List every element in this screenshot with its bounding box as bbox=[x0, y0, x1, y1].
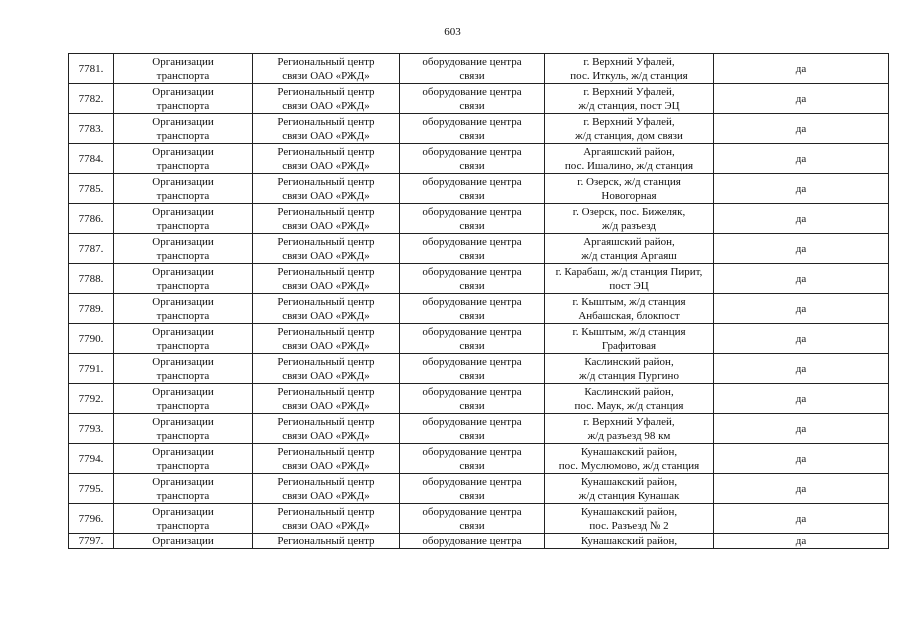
owner-cell bbox=[253, 54, 400, 84]
object-line: связи bbox=[459, 99, 485, 112]
organization-type-line: транспорта bbox=[156, 429, 210, 442]
organization-type-cell bbox=[114, 354, 253, 384]
row-number-cell: 7786. bbox=[69, 204, 114, 234]
organization-type-cell bbox=[114, 294, 253, 324]
owner-line: связи ОАО «РЖД» bbox=[282, 279, 370, 292]
table-row bbox=[69, 174, 889, 204]
owner-line: связи ОАО «РЖД» bbox=[282, 429, 370, 442]
owner-cell bbox=[253, 474, 400, 504]
row-number-cell: 7790. bbox=[69, 324, 114, 354]
flag-cell: да bbox=[714, 264, 889, 294]
owner-line: Региональный центр bbox=[277, 475, 375, 488]
organization-type-cell bbox=[114, 84, 253, 114]
object-cell bbox=[400, 234, 545, 264]
organization-type-cell bbox=[114, 534, 253, 549]
owner-line: Региональный центр bbox=[277, 235, 375, 248]
owner-line: Региональный центр bbox=[277, 295, 375, 308]
row-number-cell: 7783. bbox=[69, 114, 114, 144]
row-number-cell: 7797. bbox=[69, 534, 114, 549]
address-line: ж/д разъезд 98 км bbox=[587, 429, 671, 442]
organization-type-line: транспорта bbox=[156, 519, 210, 532]
object-cell bbox=[400, 534, 545, 549]
flag-cell: да bbox=[714, 384, 889, 414]
owner-line: связи ОАО «РЖД» bbox=[282, 519, 370, 532]
owner-cell bbox=[253, 84, 400, 114]
owner-line: связи ОАО «РЖД» bbox=[282, 159, 370, 172]
owner-line: Региональный центр bbox=[277, 385, 375, 398]
address-line: Кунашакский район, bbox=[580, 505, 678, 518]
organization-type-line: транспорта bbox=[156, 399, 210, 412]
owner-cell bbox=[253, 294, 400, 324]
table-row bbox=[69, 264, 889, 294]
object-line: связи bbox=[459, 159, 485, 172]
address-line: г. Верхний Уфалей, bbox=[583, 85, 675, 98]
address-cell bbox=[545, 534, 714, 549]
row-number-cell: 7788. bbox=[69, 264, 114, 294]
owner-line: Региональный центр bbox=[277, 145, 375, 158]
address-cell bbox=[545, 384, 714, 414]
address-cell bbox=[545, 324, 714, 354]
owner-cell bbox=[253, 444, 400, 474]
owner-line: связи ОАО «РЖД» bbox=[282, 219, 370, 232]
object-line: оборудование центра bbox=[422, 205, 522, 218]
owner-line: Региональный центр bbox=[277, 55, 375, 68]
address-line: ж/д станция, дом связи bbox=[575, 129, 683, 142]
address-line: ж/д станция Кунашак bbox=[578, 489, 680, 502]
object-line: оборудование центра bbox=[422, 385, 522, 398]
object-cell bbox=[400, 354, 545, 384]
object-cell bbox=[400, 204, 545, 234]
owner-line: связи ОАО «РЖД» bbox=[282, 489, 370, 502]
organization-type-line: транспорта bbox=[156, 309, 210, 322]
owner-cell bbox=[253, 414, 400, 444]
flag-cell: да bbox=[714, 54, 889, 84]
object-cell bbox=[400, 144, 545, 174]
organization-type-line: транспорта bbox=[156, 159, 210, 172]
owner-line: Региональный центр bbox=[277, 535, 375, 547]
owner-line: Региональный центр bbox=[277, 175, 375, 188]
owner-line: связи ОАО «РЖД» bbox=[282, 339, 370, 352]
flag-cell: да bbox=[714, 354, 889, 384]
address-line: пос. Ишалино, ж/д станция bbox=[564, 159, 694, 172]
owner-cell bbox=[253, 534, 400, 549]
address-line: Кунашакский район, bbox=[580, 445, 678, 458]
address-cell bbox=[545, 174, 714, 204]
organization-type-line: Организации bbox=[152, 535, 214, 547]
address-line: ж/д станция, пост ЭЦ bbox=[578, 99, 680, 112]
organization-type-line: Организации bbox=[152, 385, 214, 398]
object-line: связи bbox=[459, 189, 485, 202]
flag-cell: да bbox=[714, 234, 889, 264]
address-line: г. Озерск, ж/д станция bbox=[577, 175, 681, 188]
organization-type-line: транспорта bbox=[156, 279, 210, 292]
organization-type-cell bbox=[114, 414, 253, 444]
organization-type-line: Организации bbox=[152, 415, 214, 428]
object-cell bbox=[400, 414, 545, 444]
address-line: Новогорная bbox=[601, 189, 657, 202]
organization-type-line: Организации bbox=[152, 55, 214, 68]
owner-line: Региональный центр bbox=[277, 85, 375, 98]
row-number-cell: 7791. bbox=[69, 354, 114, 384]
organization-type-line: Организации bbox=[152, 235, 214, 248]
address-line: ж/д разъезд bbox=[602, 219, 656, 232]
object-line: связи bbox=[459, 399, 485, 412]
object-line: оборудование центра bbox=[422, 235, 522, 248]
address-line: г. Озерск, пос. Бижеляк, bbox=[572, 205, 686, 218]
object-cell bbox=[400, 174, 545, 204]
organization-type-line: транспорта bbox=[156, 219, 210, 232]
address-cell bbox=[545, 354, 714, 384]
organization-type-line: транспорта bbox=[156, 129, 210, 142]
address-cell bbox=[545, 234, 714, 264]
organization-type-line: транспорта bbox=[156, 369, 210, 382]
address-line: пос. Муслюмово, ж/д станция bbox=[558, 459, 700, 472]
address-cell bbox=[545, 144, 714, 174]
owner-line: связи ОАО «РЖД» bbox=[282, 189, 370, 202]
row-number-cell: 7787. bbox=[69, 234, 114, 264]
address-line: Аргаяшский район, bbox=[583, 235, 675, 248]
owner-line: Региональный центр bbox=[277, 205, 375, 218]
organization-type-cell bbox=[114, 504, 253, 534]
owner-line: Региональный центр bbox=[277, 445, 375, 458]
address-line: пос. Иткуль, ж/д станция bbox=[570, 69, 688, 82]
address-line: Кунашакский район, bbox=[580, 475, 678, 488]
row-number-cell: 7792. bbox=[69, 384, 114, 414]
object-line: связи bbox=[459, 429, 485, 442]
row-number-cell: 7796. bbox=[69, 504, 114, 534]
organization-type-line: Организации bbox=[152, 355, 214, 368]
object-line: оборудование центра bbox=[422, 55, 522, 68]
organization-type-cell bbox=[114, 144, 253, 174]
object-cell bbox=[400, 474, 545, 504]
address-cell bbox=[545, 84, 714, 114]
organization-type-line: Организации bbox=[152, 145, 214, 158]
table-row bbox=[69, 144, 889, 174]
address-line: Графитовая bbox=[601, 339, 657, 352]
table-row bbox=[69, 354, 889, 384]
address-line: пост ЭЦ bbox=[609, 279, 649, 292]
owner-cell bbox=[253, 144, 400, 174]
object-line: оборудование центра bbox=[422, 355, 522, 368]
organization-type-cell bbox=[114, 264, 253, 294]
organization-type-line: транспорта bbox=[156, 249, 210, 262]
object-line: связи bbox=[459, 129, 485, 142]
flag-cell: да bbox=[714, 324, 889, 354]
organization-type-line: Организации bbox=[152, 445, 214, 458]
object-cell bbox=[400, 114, 545, 144]
object-line: оборудование центра bbox=[422, 325, 522, 338]
organization-type-line: Организации bbox=[152, 85, 214, 98]
organization-type-line: транспорта bbox=[156, 459, 210, 472]
organization-type-line: Организации bbox=[152, 205, 214, 218]
organization-type-cell bbox=[114, 174, 253, 204]
owner-line: Региональный центр bbox=[277, 265, 375, 278]
object-line: связи bbox=[459, 279, 485, 292]
address-line: г. Верхний Уфалей, bbox=[583, 415, 675, 428]
row-number-cell: 7781. bbox=[69, 54, 114, 84]
table-row bbox=[69, 474, 889, 504]
owner-cell bbox=[253, 174, 400, 204]
row-number-cell: 7794. bbox=[69, 444, 114, 474]
object-cell bbox=[400, 384, 545, 414]
page-number: 603 bbox=[444, 26, 461, 38]
table-row bbox=[69, 234, 889, 264]
organization-type-cell bbox=[114, 474, 253, 504]
object-line: оборудование центра bbox=[422, 415, 522, 428]
address-line: Кунашакский район, bbox=[580, 535, 678, 547]
object-line: связи bbox=[459, 309, 485, 322]
organization-type-line: Организации bbox=[152, 325, 214, 338]
object-line: оборудование центра bbox=[422, 445, 522, 458]
owner-line: связи ОАО «РЖД» bbox=[282, 459, 370, 472]
object-line: связи bbox=[459, 369, 485, 382]
owner-line: Региональный центр bbox=[277, 325, 375, 338]
owner-line: связи ОАО «РЖД» bbox=[282, 369, 370, 382]
table-row bbox=[69, 114, 889, 144]
address-line: г. Верхний Уфалей, bbox=[583, 55, 675, 68]
table-row bbox=[69, 294, 889, 324]
organization-type-cell bbox=[114, 114, 253, 144]
owner-cell bbox=[253, 354, 400, 384]
address-line: Каслинский район, bbox=[584, 355, 674, 368]
address-line: г. Карабаш, ж/д станция Пирит, bbox=[555, 265, 703, 278]
owner-cell bbox=[253, 324, 400, 354]
owner-line: Региональный центр bbox=[277, 115, 375, 128]
owner-line: Региональный центр bbox=[277, 415, 375, 428]
object-line: оборудование центра bbox=[422, 475, 522, 488]
organization-type-cell bbox=[114, 324, 253, 354]
table-row bbox=[69, 504, 889, 534]
organization-type-cell bbox=[114, 204, 253, 234]
address-cell bbox=[545, 264, 714, 294]
object-cell bbox=[400, 84, 545, 114]
flag-cell: да bbox=[714, 294, 889, 324]
object-line: оборудование центра bbox=[422, 145, 522, 158]
object-line: оборудование центра bbox=[422, 115, 522, 128]
object-line: оборудование центра bbox=[422, 295, 522, 308]
row-number-cell: 7784. bbox=[69, 144, 114, 174]
table-row bbox=[69, 384, 889, 414]
object-cell bbox=[400, 294, 545, 324]
organization-type-line: транспорта bbox=[156, 189, 210, 202]
owner-line: связи ОАО «РЖД» bbox=[282, 99, 370, 112]
address-line: пос. Разъезд № 2 bbox=[589, 519, 669, 532]
row-number-cell: 7795. bbox=[69, 474, 114, 504]
table-row bbox=[69, 84, 889, 114]
object-line: связи bbox=[459, 489, 485, 502]
address-line: Аргаяшский район, bbox=[583, 145, 675, 158]
table-row bbox=[69, 204, 889, 234]
object-line: связи bbox=[459, 219, 485, 232]
owner-line: связи ОАО «РЖД» bbox=[282, 249, 370, 262]
flag-cell: да bbox=[714, 444, 889, 474]
organization-type-line: Организации bbox=[152, 265, 214, 278]
row-number-cell: 7782. bbox=[69, 84, 114, 114]
owner-cell bbox=[253, 264, 400, 294]
address-cell bbox=[545, 444, 714, 474]
organization-type-line: транспорта bbox=[156, 489, 210, 502]
owner-line: связи ОАО «РЖД» bbox=[282, 129, 370, 142]
flag-cell: да bbox=[714, 504, 889, 534]
owner-line: связи ОАО «РЖД» bbox=[282, 69, 370, 82]
organization-type-line: транспорта bbox=[156, 339, 210, 352]
flag-cell: да bbox=[714, 204, 889, 234]
address-line: ж/д станция Аргаяш bbox=[581, 249, 677, 262]
owner-cell bbox=[253, 204, 400, 234]
object-line: связи bbox=[459, 459, 485, 472]
object-line: связи bbox=[459, 339, 485, 352]
table-row bbox=[69, 534, 889, 549]
table-row bbox=[69, 444, 889, 474]
owner-cell bbox=[253, 384, 400, 414]
object-line: оборудование центра bbox=[422, 535, 522, 547]
owner-cell bbox=[253, 114, 400, 144]
address-cell bbox=[545, 54, 714, 84]
object-line: связи bbox=[459, 519, 485, 532]
flag-cell: да bbox=[714, 414, 889, 444]
address-cell bbox=[545, 114, 714, 144]
object-line: связи bbox=[459, 249, 485, 262]
table-row bbox=[69, 324, 889, 354]
address-line: пос. Маук, ж/д станция bbox=[574, 399, 684, 412]
address-cell bbox=[545, 294, 714, 324]
object-line: оборудование центра bbox=[422, 175, 522, 188]
address-line: Анбашская, блокпост bbox=[578, 309, 680, 322]
flag-cell: да bbox=[714, 534, 889, 549]
organization-type-cell bbox=[114, 384, 253, 414]
flag-cell: да bbox=[714, 474, 889, 504]
organization-type-line: Организации bbox=[152, 115, 214, 128]
address-line: Каслинский район, bbox=[584, 385, 674, 398]
registry-table bbox=[68, 53, 889, 549]
object-cell bbox=[400, 444, 545, 474]
owner-line: Региональный центр bbox=[277, 505, 375, 518]
address-line: г. Кыштым, ж/д станция bbox=[572, 295, 686, 308]
organization-type-line: Организации bbox=[152, 175, 214, 188]
address-cell bbox=[545, 414, 714, 444]
row-number-cell: 7789. bbox=[69, 294, 114, 324]
object-line: связи bbox=[459, 69, 485, 82]
organization-type-cell bbox=[114, 54, 253, 84]
table-row bbox=[69, 54, 889, 84]
registry-table-body bbox=[69, 54, 889, 549]
owner-line: связи ОАО «РЖД» bbox=[282, 309, 370, 322]
address-line: г. Кыштым, ж/д станция bbox=[572, 325, 686, 338]
object-cell bbox=[400, 504, 545, 534]
address-cell bbox=[545, 474, 714, 504]
flag-cell: да bbox=[714, 144, 889, 174]
flag-cell: да bbox=[714, 174, 889, 204]
object-line: оборудование центра bbox=[422, 265, 522, 278]
organization-type-line: транспорта bbox=[156, 99, 210, 112]
object-line: оборудование центра bbox=[422, 505, 522, 518]
organization-type-line: Организации bbox=[152, 475, 214, 488]
address-line: ж/д станция Пургино bbox=[579, 369, 679, 382]
address-cell bbox=[545, 204, 714, 234]
address-line: г. Верхний Уфалей, bbox=[583, 115, 675, 128]
object-cell bbox=[400, 264, 545, 294]
owner-cell bbox=[253, 234, 400, 264]
object-cell bbox=[400, 54, 545, 84]
row-number-cell: 7785. bbox=[69, 174, 114, 204]
flag-cell: да bbox=[714, 114, 889, 144]
owner-line: связи ОАО «РЖД» bbox=[282, 399, 370, 412]
flag-cell: да bbox=[714, 84, 889, 114]
row-number-cell: 7793. bbox=[69, 414, 114, 444]
owner-line: Региональный центр bbox=[277, 355, 375, 368]
organization-type-line: Организации bbox=[152, 505, 214, 518]
address-cell bbox=[545, 504, 714, 534]
object-cell bbox=[400, 324, 545, 354]
table-row bbox=[69, 414, 889, 444]
object-line: оборудование центра bbox=[422, 85, 522, 98]
organization-type-line: транспорта bbox=[156, 69, 210, 82]
organization-type-cell bbox=[114, 234, 253, 264]
organization-type-line: Организации bbox=[152, 295, 214, 308]
owner-cell bbox=[253, 504, 400, 534]
organization-type-cell bbox=[114, 444, 253, 474]
